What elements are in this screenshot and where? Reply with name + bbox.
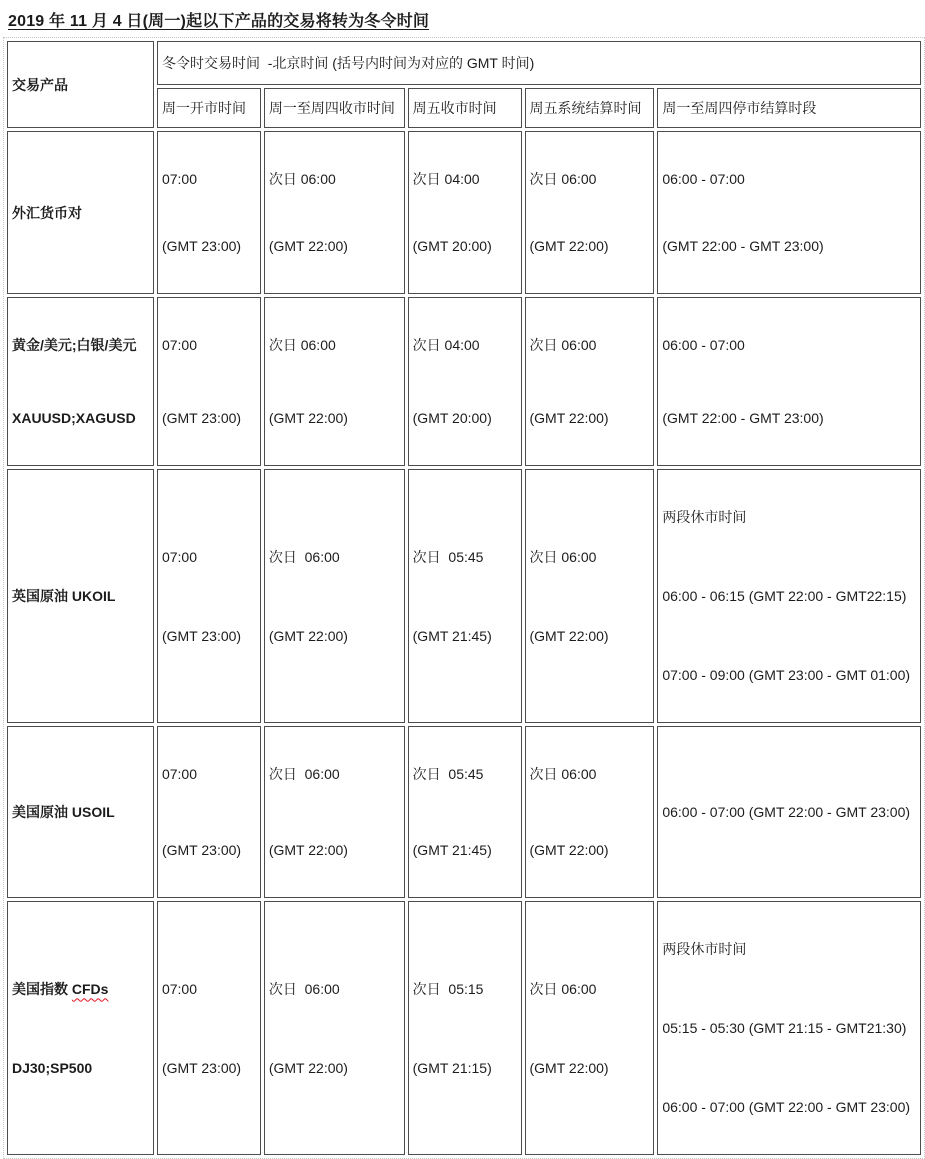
break-period-2: 07:00 - 09:00 (GMT 23:00 - GMT 01:00) [662, 667, 911, 683]
cell-indices-close-fri [408, 901, 522, 1155]
time-line: 次日 04:00 [412, 337, 480, 353]
cell-usoil-close-fri [408, 726, 522, 898]
cell-gold-close-fri [408, 297, 522, 466]
product-symbols-line: XAUUSD;XAGUSD [12, 410, 136, 426]
trading-hours-table [3, 37, 925, 1159]
page-title: 2019 年 11 月 4 日(周一)起以下产品的交易将转为冬令时间 [8, 13, 430, 30]
gmt-line: (GMT 22:00) [268, 1059, 348, 1076]
product-forex [7, 131, 154, 294]
header-friday-close: 周五收市时间 [408, 88, 522, 128]
gmt-line: (GMT 23:00) [161, 410, 242, 426]
table-row-ukoil [7, 469, 921, 723]
cell-forex-close-mon-thu [264, 131, 405, 294]
product-ukoil [7, 469, 154, 723]
gmt-line: (GMT 20:00) [412, 410, 492, 426]
cell-forex-settle-fri [525, 131, 655, 294]
time-line: 次日 06:00 [529, 766, 597, 782]
cell-ukoil-settle-fri [525, 469, 655, 723]
cell-gold-open [157, 297, 261, 466]
gmt-line: (GMT 22:00) [529, 1059, 609, 1076]
time-line: 07:00 [161, 548, 198, 565]
gmt-line: (GMT 22:00) [529, 842, 609, 858]
table-row-usoil [7, 726, 921, 898]
cell-gold-break [657, 297, 921, 466]
cell-forex-open [157, 131, 261, 294]
product-usoil [7, 726, 154, 898]
time-line: 次日 05:45 [412, 548, 484, 565]
gmt-line: (GMT 23:00) [161, 842, 242, 858]
time-line: 次日 06:00 [268, 337, 336, 353]
gmt-line: (GMT 21:15) [412, 1059, 492, 1076]
cell-ukoil-close-fri [408, 469, 522, 723]
product-symbols-line: DJ30;SP500 [12, 1059, 93, 1076]
time-line: 次日 06:00 [268, 766, 340, 782]
cell-indices-settle-fri [525, 901, 655, 1155]
time-line: 07:00 [161, 980, 198, 997]
header-group-winter-time: 冬令时交易时间 -北京时间 (括号内时间为对应的 GMT 时间) [157, 41, 921, 85]
gmt-line: (GMT 22:00) [529, 238, 609, 254]
cell-indices-open [157, 901, 261, 1155]
table-row-us-indices [7, 901, 921, 1155]
gmt-line: (GMT 23:00) [161, 238, 242, 254]
time-line: 次日 06:00 [529, 337, 597, 353]
header-monday-open: 周一开市时间 [157, 88, 261, 128]
gmt-line: (GMT 23:00) [161, 627, 242, 644]
cell-indices-close-mon-thu [264, 901, 405, 1155]
gmt-line: (GMT 22:00) [268, 627, 348, 644]
time-line: 次日 05:45 [412, 766, 484, 782]
time-line: 次日 06:00 [268, 980, 340, 997]
gmt-line: (GMT 21:45) [412, 842, 492, 858]
time-line: 次日 06:00 [529, 171, 597, 187]
product-name-prefix: 美国指数 [12, 980, 72, 997]
spellcheck-underlined-text: CFDs [71, 980, 109, 997]
gmt-line: (GMT 22:00) [529, 410, 609, 426]
table-row-gold-silver [7, 297, 921, 466]
gmt-line: (GMT 23:00) [161, 1059, 242, 1076]
time-line: 次日 06:00 [268, 171, 336, 187]
time-line: 次日 05:15 [412, 980, 484, 997]
header-friday-settlement: 周五系统结算时间 [525, 88, 655, 128]
gmt-line: (GMT 22:00) [268, 842, 348, 858]
cell-ukoil-break [657, 469, 921, 723]
product-name-line: 外汇货币对 [12, 204, 82, 221]
header-product-column: 交易产品 [7, 41, 154, 128]
gmt-line: (GMT 22:00) [268, 238, 348, 254]
time-line: 07:00 [161, 766, 198, 782]
cell-ukoil-open [157, 469, 261, 723]
cell-gold-settle-fri [525, 297, 655, 466]
time-line: 07:00 [161, 171, 198, 187]
gmt-line: (GMT 22:00 - GMT 23:00) [662, 410, 824, 426]
cell-ukoil-close-mon-thu [264, 469, 405, 723]
time-line: 次日 06:00 [268, 548, 340, 565]
time-line: 06:00 - 07:00 [662, 337, 745, 353]
break-period-line: 06:00 - 07:00 (GMT 22:00 - GMT 23:00) [662, 804, 911, 820]
cell-usoil-break [657, 726, 921, 898]
product-name-line: 黄金/美元;白银/美元 [12, 337, 137, 353]
gmt-line: (GMT 20:00) [412, 238, 492, 254]
cell-usoil-settle-fri [525, 726, 655, 898]
break-title-line: 两段休市时间 [662, 509, 747, 525]
gmt-line: (GMT 22:00) [268, 410, 348, 426]
cell-forex-break [657, 131, 921, 294]
header-row-group [7, 41, 921, 85]
break-period-1: 06:00 - 06:15 (GMT 22:00 - GMT22:15) [662, 588, 907, 604]
gmt-line: (GMT 22:00 - GMT 23:00) [662, 238, 824, 254]
time-line: 次日 06:00 [529, 548, 597, 565]
cell-usoil-close-mon-thu [264, 726, 405, 898]
table-row-forex [7, 131, 921, 294]
product-us-indices [7, 901, 154, 1155]
time-line: 06:00 - 07:00 [662, 171, 745, 187]
gmt-line: (GMT 22:00) [529, 627, 609, 644]
gmt-line: (GMT 21:45) [412, 627, 492, 644]
cell-indices-break [657, 901, 921, 1155]
break-title-line: 两段休市时间 [662, 941, 747, 957]
cell-gold-close-mon-thu [264, 297, 405, 466]
header-mon-thu-break: 周一至周四停市结算时段 [657, 88, 921, 128]
time-line: 07:00 [161, 337, 198, 353]
break-period-2: 06:00 - 07:00 (GMT 22:00 - GMT 23:00) [662, 1099, 911, 1115]
product-gold-silver [7, 297, 154, 466]
header-mon-thu-close: 周一至周四收市时间 [264, 88, 405, 128]
product-name-line: 英国原油 UKOIL [12, 588, 116, 604]
product-name-line [12, 980, 149, 998]
time-line: 次日 06:00 [529, 980, 597, 997]
break-period-1: 05:15 - 05:30 (GMT 21:15 - GMT21:30) [662, 1020, 907, 1036]
cell-forex-close-fri [408, 131, 522, 294]
cell-usoil-open [157, 726, 261, 898]
product-name-line: 美国原油 USOIL [12, 804, 115, 820]
time-line: 次日 04:00 [412, 171, 480, 187]
